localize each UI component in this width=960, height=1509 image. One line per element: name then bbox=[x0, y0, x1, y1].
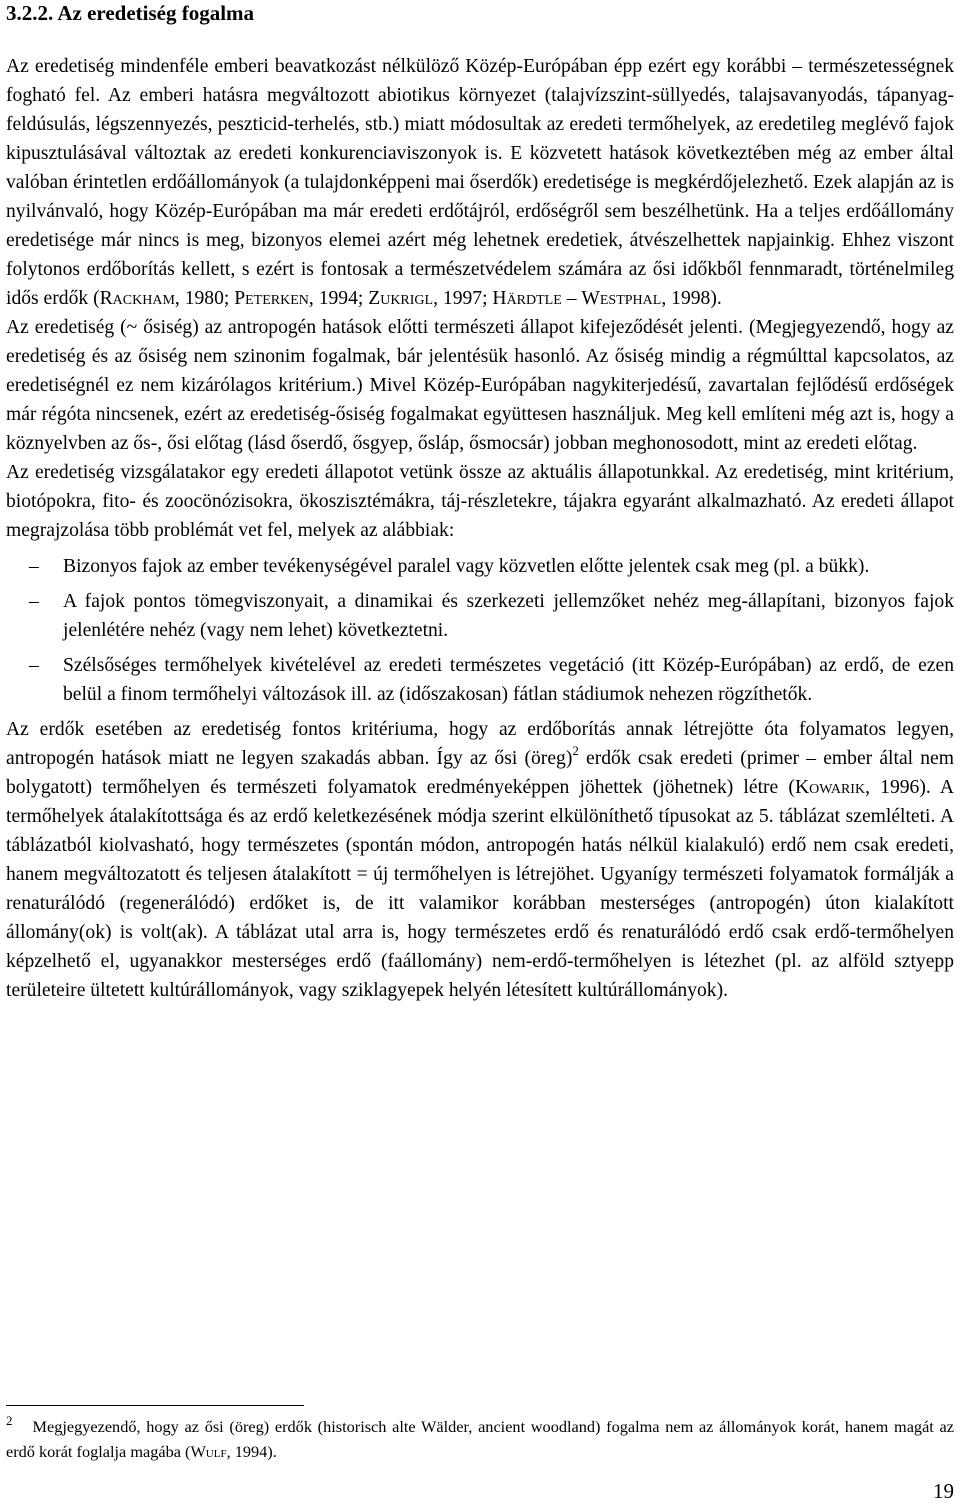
footnote bbox=[6, 1414, 954, 1464]
list-item-text: Bizonyos fajok az ember tevékenységével paralel vagy közvetlen előtte jelentek csak meg (pl. a bükk). bbox=[63, 556, 870, 577]
list-item-text: Szélsőséges termőhelyek kivételével az eredeti természetes vegetáció (itt Közép-Európában) az erdő, de ezen belül a finom termőhelyi változások ill. az (időszakosan) fátlan stádiumok nehezen rögzíthetők. bbox=[63, 655, 954, 705]
dash-bullet-icon: – bbox=[29, 556, 39, 577]
paragraph-1-text: , 1994; bbox=[308, 288, 369, 309]
list-item bbox=[6, 552, 954, 581]
page-number: 19 bbox=[933, 1479, 954, 1503]
paragraph-4-text: erdők csak eredeti (primer – ember által nem bolygatott) termőhelyen és természeti folyamatok eredményeképpen jöhettek (jöhetnek) létre ( bbox=[6, 748, 954, 798]
footnote-number: 2 bbox=[6, 1413, 13, 1428]
list-item bbox=[6, 587, 954, 645]
paragraph-4-text: Az erdők esetében az eredetiség fontos kritériuma, hogy az erdőborítás annak létrejötte óta folyamatos legyen, antropogén hatások miatt ne legyen szakadás abban. Így az ősi (öreg) bbox=[6, 719, 954, 769]
footnote-divider bbox=[6, 1405, 304, 1406]
citation-peterken: Peterken bbox=[234, 288, 309, 309]
citation-zukrigl: Zukrigl bbox=[368, 288, 434, 309]
paragraph-3: Az eredetiség vizsgálatakor egy eredeti állapotot vetünk össze az aktuális állapotunkkal. Az eredetiség, mint kritérium, biotópokra, fito- és zoocönózisokra, ökoszisztémákra, táj-részletekre, tájakra egyaránt alkalmazható. Az eredeti állapot megrajzolása több problémát vet fel, melyek az alábbiak: bbox=[6, 462, 954, 541]
list-item-text: A fajok pontos tömegviszonyait, a dinamikai és szerkezeti jellemzőket nehéz meg-állapítani, bizonyos fajok jelenlétére nehéz (vagy nem lehet) következtetni. bbox=[63, 591, 954, 641]
problem-list bbox=[6, 552, 954, 709]
citation-hardtle: Härdtle bbox=[492, 288, 562, 309]
paragraph-1-text: , 1997; bbox=[433, 288, 493, 309]
paragraph-1-text: – bbox=[561, 288, 582, 309]
footnote-ref: 2 bbox=[572, 743, 579, 758]
paragraph-4-text: , 1996). A termőhelyek átalakítottsága és az erdő keletkezésének módja szerint elkülöníthető típusokat az 5. táblázat szemlélteti. A táblázatból kiolvasható, hogy természetes (spontán módon, antropogén hatás nélkül kialakuló) erdő nem csak eredeti, hanem megváltozatott és teljesen átalakított = új termőhelyen is létrejöhet. Ugyanígy természeti folyamatok formálják a renaturálódó (regenerálódó) erdőket is, de itt valamikor korábban mesterséges (antropogén) úton kialakított állomány(ok) is volt(ak). A táblázat utal arra is, hogy természetes erdő és renaturálódó erdő csak erdő-termőhelyen képzelhető el, ugyanakkor mesterséges erdő (faállomány) nem-erdő-termőhelyen is létezhet (pl. az alföld sztyepp területeire ültetett kultúrállományok, vagy sziklagyepek helyén létesített kultúrállományok). bbox=[6, 777, 954, 1001]
paragraph-1-text: , 1980; bbox=[174, 288, 235, 309]
citation-kowarik: Kowarik bbox=[794, 777, 866, 798]
section-heading: 3.2.2. Az eredetiség fogalma bbox=[6, 1, 255, 25]
list-item bbox=[6, 651, 954, 709]
citation-wulf: Wulf bbox=[190, 1442, 227, 1461]
body-text bbox=[6, 52, 954, 1005]
citation-rackham: Rackham bbox=[99, 288, 175, 309]
dash-bullet-icon: – bbox=[29, 655, 39, 676]
dash-bullet-icon: – bbox=[29, 591, 39, 612]
footnote-text: , 1994). bbox=[226, 1442, 277, 1461]
paragraph-1 bbox=[6, 52, 954, 313]
paragraph-1-text: , 1998). bbox=[661, 288, 722, 309]
citation-westphal: Westphal bbox=[581, 288, 662, 309]
paragraph-1-text: Az eredetiség mindenféle emberi beavatkozást nélkülöző Közép-Európában épp ezért egy korábbi – természetességnek fogható fel. Az emberi hatásra megváltozott abiotikus környezet (talajvízszint-süllyedés, talajsavanyodás, tápanyag-feldúsulás, légszennyezés, peszticid-terhelés, stb.) miatt módosultak az eredeti termőhelyek, az eredetileg meglévő fajok kipusztulásával változtak az eredeti konkurenciaviszonyok is. E közvetett hatások következtében még az ember által valóban érintetlen erdőállományok (a tulajdonképpeni mai őserdők) eredetisége is megkérdőjelezhető. Ezek alapján az is nyilvánvaló, hogy Közép-Európában ma már eredeti erdőtájról, erdőségről sem beszélhetünk. Ha a teljes erdőállomány eredetisége már nincs is meg, bizonyos elemei azért még lehetnek eredetiek, átvészelhettek napjainkig. Ehhez viszont folytonos erdőborítás kellett, s ezért is fontosak a természetvédelem számára az ősi időkből fennmaradt, történelmileg idős erdők ( bbox=[6, 56, 954, 309]
footnote-text: Megjegyezendő, hogy az ősi (öreg) erdők (historisch alte Wälder, ancient woodland) fogalma nem az állományok korát, hanem magát az erdő korát foglalja magába ( bbox=[6, 1417, 954, 1461]
paragraph-4 bbox=[6, 715, 954, 1005]
paragraph-2: Az eredetiség (~ ősiség) az antropogén hatások előtti természeti állapot kifejeződését jelenti. (Megjegyezendő, hogy az eredetiség és az ősiség nem szinonim fogalmak, bár jelentésük hasonló. Az ősiség mindig a régmúlttal kapcsolatos, az eredetiségnél ez nem kizárólagos kritérium.) Mivel Közép-Európában nagykiterjedésű, zavartalan fejlődésű erdőségek már régóta nincsenek, ezért az eredetiség-ősiség fogalmakat együttesen használjuk. Meg kell említeni még azt is, hogy a köznyelvben az ős-, ősi előtag (lásd őserdő, ősgyep, ősláp, ősmocsár) jobban meghonosodott, mint az eredeti előtag. bbox=[6, 317, 954, 454]
